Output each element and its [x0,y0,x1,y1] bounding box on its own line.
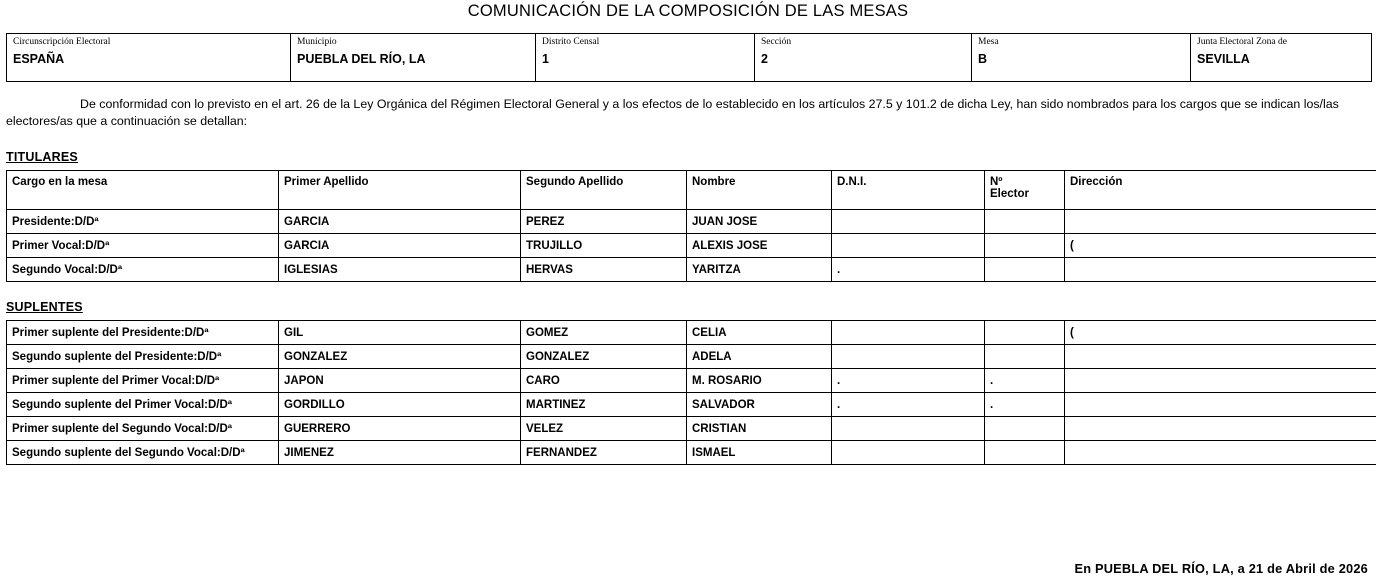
cell-numero-elector [985,345,1065,369]
cell-nombre: ISMAEL [687,441,832,465]
cell-nombre: SALVADOR [687,393,832,417]
column-header-dni: D.N.I. [832,171,985,210]
table-row [7,210,1376,234]
table-row [7,417,1376,441]
cell-segundo-apellido: HERVAS [521,258,687,282]
cell-dni: . [832,258,985,282]
cell-numero-elector [985,441,1065,465]
cell-segundo-apellido: FERNANDEZ [521,441,687,465]
table-row [7,34,1372,82]
cell-dni [832,441,985,465]
cell-cargo: Primer suplente del Presidente:D/Dª [7,321,279,345]
cell-numero-elector: . [985,393,1065,417]
cell-primer-apellido: GORDILLO [279,393,521,417]
cell-segundo-apellido: TRUJILLO [521,234,687,258]
cell-cargo: Segundo suplente del Primer Vocal:D/Dª [7,393,279,417]
cell-direccion [1065,441,1376,465]
cell-primer-apellido: GUERRERO [279,417,521,441]
header-info-table [6,33,1372,82]
table-row [7,258,1376,282]
footer-place-date: En PUEBLA DEL RÍO, LA, a 21 de Abril de 2026 [1074,561,1368,576]
header-value: B [978,52,988,66]
cell-numero-elector [985,417,1065,441]
cell-cargo: Presidente:D/Dª [7,210,279,234]
cell-direccion [1065,393,1376,417]
titulares-table [6,170,1376,282]
cell-segundo-apellido: CARO [521,369,687,393]
header-value: SEVILLA [1197,52,1250,66]
table-row [7,393,1376,417]
column-header-segundo-apellido: Segundo Apellido [521,171,687,210]
cell-cargo: Primer Vocal:D/Dª [7,234,279,258]
header-cell-municipio [291,34,536,82]
cell-direccion [1065,258,1376,282]
cell-numero-elector [985,321,1065,345]
cell-direccion [1065,369,1376,393]
cell-segundo-apellido: GOMEZ [521,321,687,345]
cell-segundo-apellido: VELEZ [521,417,687,441]
header-label: Circunscripción Electoral [13,37,111,47]
header-label: Junta Electoral Zona de [1197,37,1287,47]
cell-nombre: CELIA [687,321,832,345]
section-heading-suplentes: SUPLENTES [6,300,83,314]
cell-segundo-apellido: GONZALEZ [521,345,687,369]
header-cell-distrito [536,34,755,82]
header-label: Municipio [297,37,337,47]
cell-dni [832,345,985,369]
cell-direccion: ( [1065,234,1376,258]
cell-segundo-apellido: PEREZ [521,210,687,234]
cell-primer-apellido: GONZALEZ [279,345,521,369]
cell-direccion [1065,345,1376,369]
cell-cargo: Segundo Vocal:D/Dª [7,258,279,282]
cell-direccion [1065,417,1376,441]
cell-nombre: JUAN JOSE [687,210,832,234]
table-row [7,345,1376,369]
table-row [7,321,1376,345]
cell-dni [832,234,985,258]
table-row [7,369,1376,393]
header-value: PUEBLA DEL RÍO, LA [297,52,426,66]
column-header-nombre: Nombre [687,171,832,210]
cell-nombre: CRISTIAN [687,417,832,441]
intro-paragraph [6,96,1370,130]
cell-cargo: Primer suplente del Segundo Vocal:D/Dª [7,417,279,441]
page-title: COMUNICACIÓN DE LA COMPOSICIÓN DE LAS MESAS [467,2,909,20]
header-value: ESPAÑA [13,52,65,66]
column-header-direccion: Dirección [1065,171,1376,210]
cell-dni [832,210,985,234]
column-header-numero-elector [985,171,1065,210]
cell-cargo: Segundo suplente del Segundo Vocal:D/Dª [7,441,279,465]
header-label: Sección [761,37,792,47]
cell-primer-apellido: JAPON [279,369,521,393]
header-cell-seccion [755,34,972,82]
cell-dni [832,417,985,441]
cell-numero-elector [985,258,1065,282]
section-heading-titulares: TITULARES [6,150,78,164]
header-value: 2 [761,52,768,66]
cell-dni: . [832,393,985,417]
header-cell-circunscripcion [7,34,291,82]
cell-cargo: Segundo suplente del Presidente:D/Dª [7,345,279,369]
cell-nombre: ALEXIS JOSE [687,234,832,258]
cell-dni: . [832,369,985,393]
cell-direccion [1065,210,1376,234]
header-cell-mesa [972,34,1191,82]
column-header-primer-apellido: Primer Apellido [279,171,521,210]
cell-cargo: Primer suplente del Primer Vocal:D/Dª [7,369,279,393]
column-header-elector-line2: Elector [990,188,1029,200]
cell-nombre: ADELA [687,345,832,369]
cell-primer-apellido: IGLESIAS [279,258,521,282]
column-header-cargo: Cargo en la mesa [7,171,279,210]
header-label: Distrito Censal [542,37,600,47]
header-cell-junta [1191,34,1372,82]
table-row [7,441,1376,465]
cell-numero-elector: . [985,369,1065,393]
suplentes-table [6,320,1376,465]
cell-primer-apellido: GIL [279,321,521,345]
cell-primer-apellido: GARCIA [279,234,521,258]
cell-numero-elector [985,210,1065,234]
cell-dni [832,321,985,345]
cell-primer-apellido: GARCIA [279,210,521,234]
intro-text: De conformidad con lo previsto en el art. 26 de la Ley Orgánica del Régimen Electoral General y a los efectos de lo establecido en los artículos 27.5 y 101.2 de dicha Ley, han sido nombrados para los cargos que se indican los/las electores/as que a continuación se detallan: [6,97,1339,128]
cell-segundo-apellido: MARTINEZ [521,393,687,417]
cell-primer-apellido: JIMENEZ [279,441,521,465]
table-row [7,234,1376,258]
cell-nombre: M. ROSARIO [687,369,832,393]
cell-nombre: YARITZA [687,258,832,282]
column-header-elector-line1: Nº [990,176,1003,188]
cell-numero-elector [985,234,1065,258]
table-header-row [7,171,1376,210]
header-value: 1 [542,52,549,66]
cell-direccion: ( [1065,321,1376,345]
header-label: Mesa [978,37,999,47]
